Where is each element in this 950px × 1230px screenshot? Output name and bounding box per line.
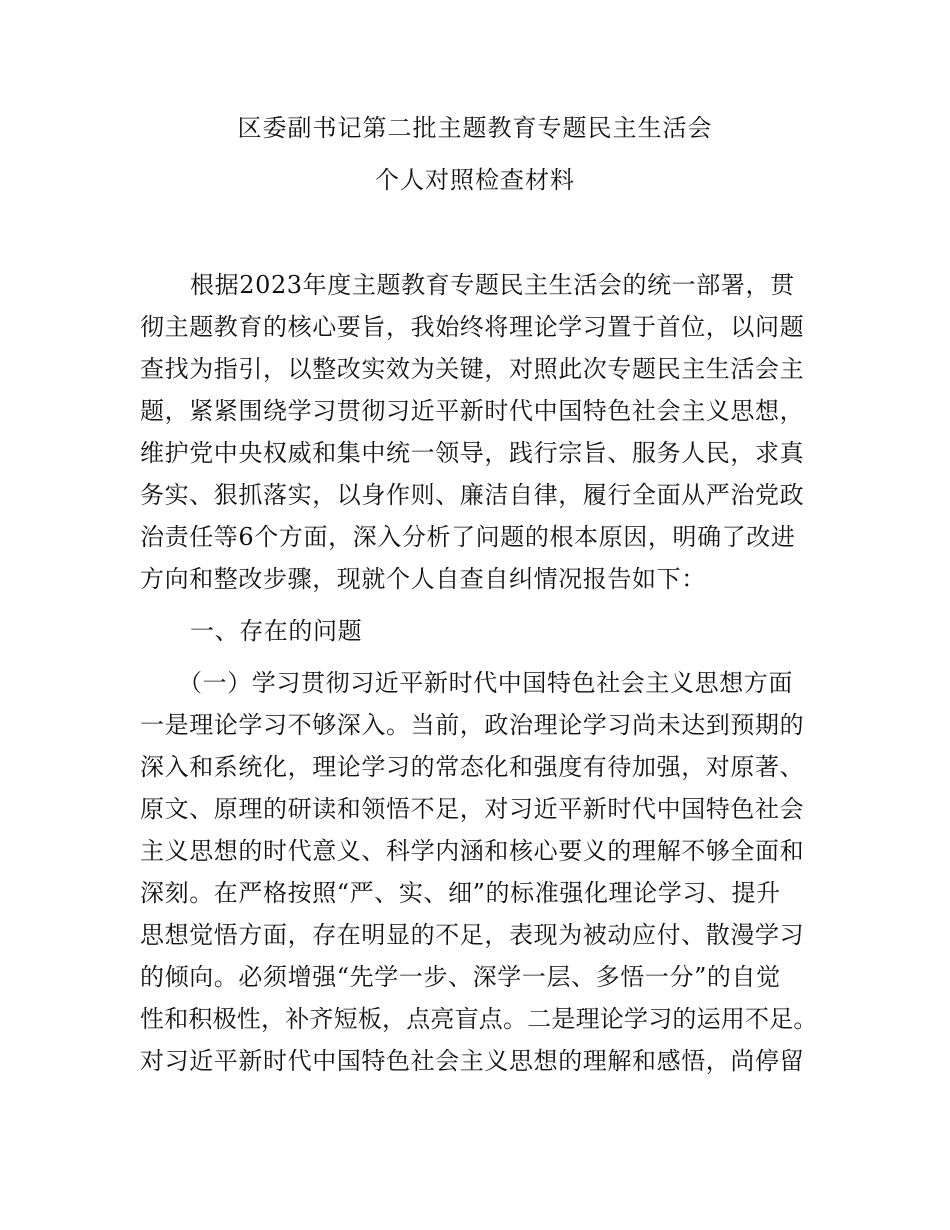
body-line-text: 维护党中央权威和集中统一领导，践行宗旨、服务人民，求真 [140,439,805,467]
body-line-text: 方向和整改步骤，现就个人自查自纠情况报告如下： [140,565,706,593]
body-line [0,748,950,786]
body-line-text: 彻主题教育的核心要旨，我始终将理论学习置于首位，以问题 [140,313,805,341]
body-line [0,958,950,996]
body-line-text: 对习近平新时代中国特色社会主义思想的理解和感悟，尚停留 [140,1047,805,1075]
body-line [0,874,950,912]
body-line-text: 深入和系统化，理论学习的常态化和强度有待加强，对原著、 [140,753,805,781]
body-line-text: 思想觉悟方面，存在明显的不足，表现为被动应付、散漫学习 [140,921,805,949]
section-heading-text: 一、存在的问题 [190,617,363,645]
body-line-text: 一是理论学习不够深入。当前，政治理论学习尚未达到预期的 [140,711,805,739]
body-line-text: 务实、狠抓落实，以身作则、廉洁自律，履行全面从严治党政 [140,481,805,509]
body-line [0,518,950,556]
body-line-text: 性和积极性，补齐短板，点亮盲点。二是理论学习的运用不足。 [140,1005,818,1033]
body-line [0,790,950,828]
body-line [0,350,950,388]
document-title: 区委副书记第二批主题教育专题民主生活会 [237,114,713,142]
subsection-heading [0,664,950,702]
body-line-text: 题，紧紧围绕学习贯彻习近平新时代中国特色社会主义思想， [140,397,805,425]
body-line [0,916,950,954]
body-line-text: 主义思想的时代意义、科学内涵和核心要义的理解不够全面和 [140,837,805,865]
body-line [0,392,950,430]
body-line [0,266,950,304]
body-line [0,1000,950,1038]
subsection-heading-text: （一）学习贯彻习近平新时代中国特色社会主义思想方面 [178,669,793,697]
body-line [0,476,950,514]
body-line-text: 治责任等6个方面，深入分析了问题的根本原因，明确了改进 [140,523,796,551]
section-heading [0,612,950,650]
body-line-text: 查找为指引，以整改实效为关键，对照此次专题民主生活会主 [140,355,805,383]
body-line [0,434,950,472]
body-line [0,706,950,744]
document-subtitle: 个人对照检查材料 [375,166,575,194]
body-line [0,1042,950,1080]
body-line-text: 深刻。在严格按照“严、实、细”的标准强化理论学习、提升 [140,879,781,907]
body-line [0,308,950,346]
body-line-text: 的倾向。必须增强“先学一步、深学一层、多悟一分”的自觉 [140,963,781,991]
body-line [0,832,950,870]
body-line-text: 根据2023年度主题教育专题民主生活会的统一部署，贯 [190,271,795,299]
body-line-text: 原文、原理的研读和领悟不足，对习近平新时代中国特色社会 [140,795,805,823]
body-line [0,560,950,598]
